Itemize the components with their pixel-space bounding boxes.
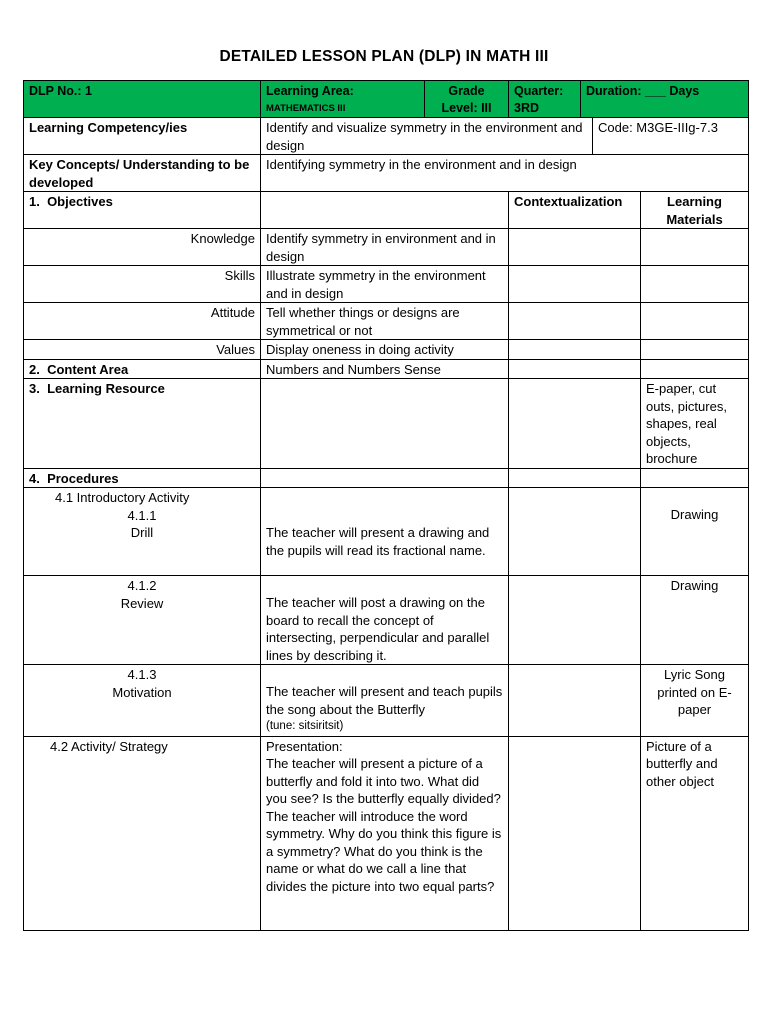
drill-value bbox=[261, 488, 509, 576]
competency-label: Learning Competency/ies bbox=[24, 118, 261, 155]
activity-row bbox=[24, 736, 749, 930]
competency-value: Identify and visualize symmetry in the environment and design bbox=[261, 118, 593, 155]
contextualization-cell bbox=[509, 303, 641, 340]
motivation-materials: Lyric Song printed on E-paper bbox=[641, 665, 749, 737]
content-area-row bbox=[24, 359, 749, 379]
learning-area-value: MATHEMATICS III bbox=[266, 103, 346, 114]
objective-row bbox=[24, 229, 749, 266]
review-text: The teacher will post a drawing on the board to recall the concept of intersecting, perpendicular and parallel lines by describing it. bbox=[266, 595, 490, 663]
materials-cell bbox=[641, 229, 749, 266]
contextualization-cell bbox=[509, 665, 641, 737]
lesson-plan-table bbox=[23, 80, 749, 931]
procedures-label: 4. Procedures bbox=[24, 468, 261, 488]
contextualization-cell bbox=[509, 340, 641, 360]
dlp-number: DLP No.: 1 bbox=[24, 81, 261, 118]
contextualization-cell bbox=[509, 736, 641, 930]
activity-value: Presentation: The teacher will present a picture of a butterfly and fold it into two. What did you see? Is the butterfly equally divided? The teacher will introduce the word symmetry. Why do you think this figure is a symmetry? What do you think is the name or what do we call a line that divides the picture into two equal parts? bbox=[261, 736, 509, 930]
review-row bbox=[24, 576, 749, 665]
objective-row bbox=[24, 340, 749, 360]
learning-area bbox=[261, 81, 425, 118]
drill-materials bbox=[641, 488, 749, 576]
motivation-value bbox=[261, 665, 509, 737]
learning-resource-value bbox=[261, 379, 509, 469]
introductory-activity-heading: 4.1 Introductory Activity bbox=[55, 490, 190, 505]
content-area-label: 2. Content Area bbox=[24, 359, 261, 379]
objectives-header-row bbox=[24, 192, 749, 229]
header-row bbox=[24, 81, 749, 118]
drill-materials-text: Drawing bbox=[670, 507, 719, 522]
contextualization-cell bbox=[509, 359, 641, 379]
key-concepts-label: Key Concepts/ Understanding to be developed bbox=[24, 155, 261, 192]
review-materials: Drawing bbox=[641, 576, 749, 665]
motivation-text: The teacher will present and teach pupils the song about the Butterfly bbox=[266, 684, 503, 717]
contextualization-cell bbox=[509, 229, 641, 266]
objective-value: Tell whether things or designs are symmetrical or not bbox=[261, 303, 509, 340]
activity-materials: Picture of a butterfly and other object bbox=[641, 736, 749, 930]
objective-label: Knowledge bbox=[24, 229, 261, 266]
learning-materials-header: Learning Materials bbox=[641, 192, 749, 229]
materials-cell bbox=[641, 340, 749, 360]
procedures-row bbox=[24, 468, 749, 488]
objective-value: Display oneness in doing activity bbox=[261, 340, 509, 360]
contextualization-cell bbox=[509, 266, 641, 303]
contextualization-cell bbox=[509, 488, 641, 576]
materials-cell bbox=[641, 303, 749, 340]
contextualization-cell bbox=[509, 468, 641, 488]
contextualization-header: Contextualization bbox=[509, 192, 641, 229]
objective-row bbox=[24, 303, 749, 340]
objective-label: Skills bbox=[24, 266, 261, 303]
materials-cell bbox=[641, 359, 749, 379]
learning-resource-materials: E-paper, cut outs, pictures, shapes, real objects, brochure bbox=[641, 379, 749, 469]
objectives-blank bbox=[261, 192, 509, 229]
quarter: Quarter: 3RD bbox=[509, 81, 581, 118]
contextualization-cell bbox=[509, 379, 641, 469]
review-label: 4.1.2 Review bbox=[24, 576, 261, 665]
grade-level: Grade Level: III bbox=[425, 81, 509, 118]
objective-row bbox=[24, 266, 749, 303]
objectives-label: 1. Objectives bbox=[24, 192, 261, 229]
learning-resource-label: 3. Learning Resource bbox=[24, 379, 261, 469]
objective-label: Values bbox=[24, 340, 261, 360]
contextualization-cell bbox=[509, 576, 641, 665]
objective-label: Attitude bbox=[24, 303, 261, 340]
materials-cell bbox=[641, 266, 749, 303]
drill-text: The teacher will present a drawing and the pupils will read its fractional name. bbox=[266, 525, 490, 558]
review-value bbox=[261, 576, 509, 665]
learning-area-label: Learning Area: bbox=[266, 84, 354, 98]
drill-row bbox=[24, 488, 749, 576]
motivation-row bbox=[24, 665, 749, 737]
procedures-blank bbox=[261, 468, 509, 488]
drill-label-cell bbox=[24, 488, 261, 576]
motivation-tune: (tune: sitsiritsit) bbox=[266, 720, 344, 732]
materials-cell bbox=[641, 468, 749, 488]
content-area-value: Numbers and Numbers Sense bbox=[261, 359, 509, 379]
competency-row bbox=[24, 118, 749, 155]
competency-code: Code: M3GE-IIIg-7.3 bbox=[593, 118, 749, 155]
key-concepts-value: Identifying symmetry in the environment and in design bbox=[261, 155, 749, 192]
motivation-label: 4.1.3 Motivation bbox=[24, 665, 261, 737]
objective-value: Identify symmetry in environment and in design bbox=[261, 229, 509, 266]
activity-label: 4.2 Activity/ Strategy bbox=[24, 736, 261, 930]
page-title: DETAILED LESSON PLAN (DLP) IN MATH III bbox=[219, 48, 549, 65]
learning-resource-row bbox=[24, 379, 749, 469]
duration: Duration: ___ Days bbox=[581, 81, 749, 118]
objective-value: Illustrate symmetry in the environment and in design bbox=[261, 266, 509, 303]
key-concepts-row bbox=[24, 155, 749, 192]
drill-sub-label: 4.1.1 Drill bbox=[127, 507, 157, 540]
